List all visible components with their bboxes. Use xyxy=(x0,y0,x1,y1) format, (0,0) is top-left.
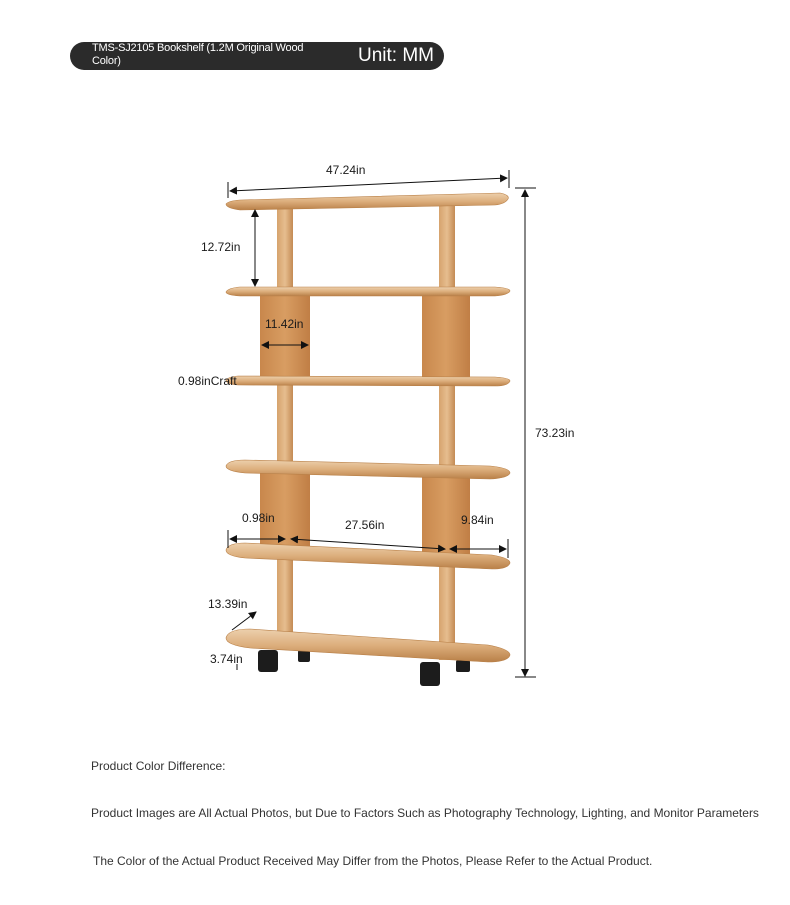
shelf-board xyxy=(226,193,508,210)
post-dimension: 0.98in xyxy=(242,511,275,525)
block-width-dimension: 11.42in xyxy=(265,317,304,331)
color-difference-line-1: Product Images are All Actual Photos, but Due to Factors Such as Photography Technology, Lighting, and Monitor Parameters xyxy=(91,806,759,820)
shelf-board xyxy=(226,376,510,386)
shelf-posts xyxy=(277,200,455,660)
craft-dimension: 0.98inCraft xyxy=(178,374,237,388)
shelf-board xyxy=(226,287,510,296)
foot-length-dimension: 13.39in xyxy=(208,597,248,611)
width-dimension: 47.24in xyxy=(326,163,366,177)
height-dimension: 73.23in xyxy=(535,426,575,440)
dimension-lines xyxy=(228,170,536,677)
color-difference-line-2: The Color of the Actual Product Received May Differ from the Photos, Please Refer to the Actual Product. xyxy=(93,854,653,868)
shelf-gap-dimension: 12.72in xyxy=(201,240,241,254)
color-difference-heading: Product Color Difference: xyxy=(91,759,226,773)
shelf-boards xyxy=(226,193,510,662)
end-span-dimension: 9.84in xyxy=(461,513,494,527)
unit-label: Unit: MM xyxy=(358,45,434,66)
middle-span-dimension: 27.56in xyxy=(345,518,385,532)
foot-height-dimension: 3.74in xyxy=(210,652,243,666)
product-title: TMS-SJ2105 Bookshelf (1.2M Original Wood Color) xyxy=(92,42,304,67)
